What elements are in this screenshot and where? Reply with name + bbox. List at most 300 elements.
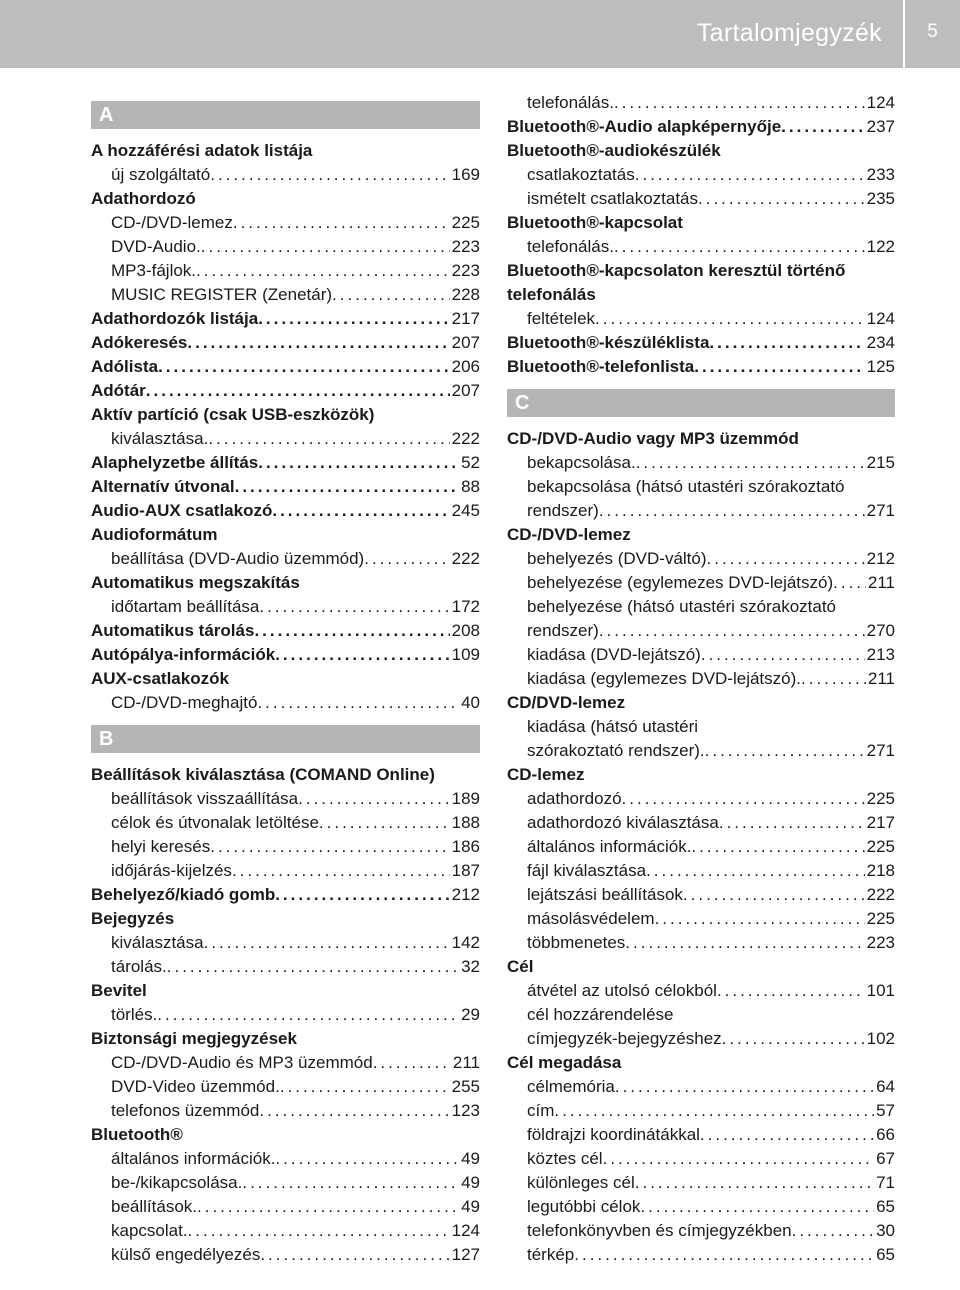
index-subentry: cél hozzárendelése: [527, 1005, 674, 1024]
dot-leader: [700, 1123, 874, 1147]
page-ref[interactable]: 67: [876, 1149, 895, 1168]
dot-leader: [615, 1075, 874, 1099]
index-subentry: [91, 1099, 480, 1123]
index-subentry: [507, 571, 895, 595]
page-title: Tartalomjegyzék: [696, 19, 882, 47]
entry-text: CD-/DVD-lemez: [111, 213, 233, 232]
entry-text: kapcsolat.: [111, 1221, 188, 1240]
page-ref[interactable]: 66: [876, 1125, 895, 1144]
entry-text: csatlakoztatás: [527, 165, 635, 184]
dot-leader: [196, 259, 450, 283]
index-subentry: [507, 979, 895, 1003]
page-ref[interactable]: 186: [451, 837, 480, 856]
dot-leader: [683, 883, 865, 907]
index-subentry: [91, 691, 480, 715]
entry-text: célmemória: [527, 1077, 615, 1096]
index-subentry: [507, 1195, 895, 1219]
page-header: [0, 0, 960, 68]
entry-text: Autópálya-információk: [91, 645, 276, 664]
entry-text: térkép: [527, 1245, 575, 1264]
index-subentry: [91, 931, 480, 955]
page-ref[interactable]: 206: [451, 357, 480, 376]
dot-leader: [188, 1219, 450, 1243]
dot-leader: [204, 931, 450, 955]
dot-leader: [625, 931, 864, 955]
page-ref[interactable]: 124: [451, 1221, 480, 1240]
page-ref[interactable]: 64: [876, 1077, 895, 1096]
dot-leader: [208, 427, 449, 451]
page-ref[interactable]: 188: [451, 813, 480, 832]
dot-leader: [640, 1195, 874, 1219]
entry-text: Audio-AUX csatlakozó: [91, 501, 273, 520]
dot-leader: [655, 907, 865, 931]
entry-text: Adólista: [91, 357, 159, 376]
page-ref[interactable]: 223: [866, 933, 895, 952]
dot-leader: [257, 691, 459, 715]
page-ref[interactable]: 213: [866, 645, 895, 664]
dot-leader: [210, 163, 449, 187]
page-ref[interactable]: 49: [461, 1173, 480, 1192]
dot-leader: [364, 547, 449, 571]
entry-text: kiadása (egylemezes DVD-lejátszó).: [527, 669, 801, 688]
dot-leader: [614, 91, 865, 115]
dot-leader: [622, 787, 865, 811]
dot-leader: [595, 307, 865, 331]
entry-text: behelyezés (DVD-váltó): [527, 549, 707, 568]
dot-leader: [599, 499, 865, 523]
dot-leader: [280, 1075, 450, 1099]
page-ref[interactable]: 123: [451, 1101, 480, 1120]
page-ref[interactable]: 124: [866, 309, 895, 328]
section-letter: A: [91, 101, 480, 129]
page-ref[interactable]: 212: [866, 549, 895, 568]
dot-leader: [210, 835, 449, 859]
entry-text: földrajzi koordinátákkal: [527, 1125, 700, 1144]
index-subentry: [507, 451, 895, 475]
index-subentry: [91, 595, 480, 619]
page-ref[interactable]: 40: [461, 693, 480, 712]
entry-text: telefonos üzemmód: [111, 1101, 260, 1120]
dot-leader: [146, 379, 450, 403]
entry-text: Bluetooth®-Audio alapképernyője: [507, 117, 782, 136]
entry-text: Bluetooth®-készüléklista: [507, 333, 710, 352]
index-heading: CD-lemez: [507, 765, 585, 784]
index-subentry: [507, 1075, 895, 1099]
dot-leader: [707, 547, 865, 571]
entry-text: Adathordozók listája: [91, 309, 259, 328]
entry-text: telefonálás.: [527, 237, 614, 256]
index-subentry: [91, 1075, 480, 1099]
entry-text: időjárás-kijelzés: [111, 861, 232, 880]
index-heading: [91, 883, 480, 907]
index-subentry: [507, 739, 895, 763]
entry-text: legutóbbi célok: [527, 1197, 641, 1216]
page-ref[interactable]: 255: [451, 1077, 480, 1096]
page-ref[interactable]: 142: [451, 933, 480, 952]
page-ref[interactable]: 218: [866, 861, 895, 880]
dot-leader: [792, 1219, 874, 1243]
index-subentry: [91, 547, 480, 571]
page-ref[interactable]: 125: [866, 357, 895, 376]
page-ref[interactable]: 211: [867, 573, 895, 592]
index-subentry: [91, 283, 480, 307]
index-subentry: [507, 1171, 895, 1195]
page-ref[interactable]: 223: [451, 261, 480, 280]
entry-text: Automatikus tárolás: [91, 621, 255, 640]
entry-text: tárolás.: [111, 957, 167, 976]
page-ref[interactable]: 57: [876, 1101, 895, 1120]
page-ref[interactable]: 49: [461, 1149, 480, 1168]
dot-leader: [167, 955, 459, 979]
index-heading: [91, 451, 480, 475]
dot-leader: [717, 979, 865, 1003]
page-ref[interactable]: 225: [866, 909, 895, 928]
index-subentry: [91, 1147, 480, 1171]
dot-leader: [694, 355, 864, 379]
page-ref[interactable]: 233: [866, 165, 895, 184]
dot-leader: [722, 1027, 865, 1051]
dot-leader: [242, 1171, 459, 1195]
dot-leader: [574, 1243, 874, 1267]
entry-text: feltételek: [527, 309, 596, 328]
dot-leader: [635, 1171, 874, 1195]
page-ref[interactable]: 207: [451, 381, 480, 400]
index-heading: [507, 115, 895, 139]
entry-text: DVD-Audio.: [111, 237, 201, 256]
page-ref[interactable]: 222: [451, 549, 480, 568]
index-subentry: [91, 859, 480, 883]
entry-text: rendszer): [527, 501, 599, 520]
dot-leader: [254, 619, 449, 643]
index-heading: CD/DVD-lemez: [507, 693, 626, 712]
page-ref[interactable]: 225: [866, 789, 895, 808]
page-ref[interactable]: 124: [866, 93, 895, 112]
index-subentry: [91, 835, 480, 859]
dot-leader: [636, 451, 865, 475]
page-ref[interactable]: 212: [451, 885, 480, 904]
page-ref[interactable]: 225: [866, 837, 895, 856]
page-ref[interactable]: 222: [451, 429, 480, 448]
dot-leader: [614, 235, 865, 259]
dot-leader: [719, 811, 865, 835]
index-subentry: [91, 1003, 480, 1027]
entry-text: kiadása (DVD-lejátszó): [527, 645, 701, 664]
entry-text: MUSIC REGISTER (Zenetár): [111, 285, 333, 304]
index-heading: Bejegyzés: [91, 909, 175, 928]
index-heading: Bluetooth®-kapcsolaton keresztül történő: [507, 261, 846, 280]
page-ref[interactable]: 52: [461, 453, 480, 472]
entry-text: lejátszási beállítások: [527, 885, 683, 904]
entry-text: általános információk.: [527, 837, 692, 856]
entry-text: beállítása (DVD-Audio üzemmód): [111, 549, 365, 568]
index-subentry: [507, 907, 895, 931]
index-heading: Bevitel: [91, 981, 147, 1000]
index-subentry: behelyezése (hátsó utastéri szórakoztató: [527, 597, 837, 616]
page-ref[interactable]: 270: [866, 621, 895, 640]
index-subentry: [507, 787, 895, 811]
entry-text: új szolgáltató: [111, 165, 211, 184]
index-subentry: [91, 1243, 480, 1267]
index-subentry: [507, 1147, 895, 1171]
page-ref[interactable]: 207: [451, 333, 480, 352]
entry-text: fájl kiválasztása: [527, 861, 647, 880]
index-subentry: [507, 667, 895, 691]
index-heading: CD-/DVD-lemez: [507, 525, 631, 544]
index-subentry: [91, 1171, 480, 1195]
entry-text: beállítások visszaállítása: [111, 789, 299, 808]
entry-text: másolásvédelem: [527, 909, 655, 928]
entry-text: átvétel az utolsó célokból: [527, 981, 717, 1000]
page-ref[interactable]: 215: [866, 453, 895, 472]
index-subentry: [507, 307, 895, 331]
index-subentry: [507, 811, 895, 835]
section-letter: B: [91, 725, 480, 753]
index-subentry: [91, 211, 480, 235]
dot-leader: [197, 1195, 459, 1219]
page-ref[interactable]: 71: [876, 1173, 895, 1192]
entry-text: ismételt csatlakoztatás: [527, 189, 699, 208]
dot-leader: [705, 739, 865, 763]
page-ref[interactable]: 29: [461, 1005, 480, 1024]
entry-text: beállítások.: [111, 1197, 197, 1216]
entry-text: Alaphelyzetbe állítás: [91, 453, 259, 472]
entry-text: bekapcsolása.: [527, 453, 636, 472]
index-heading: [91, 355, 480, 379]
index-subentry: [507, 235, 895, 259]
dot-leader: [319, 811, 450, 835]
dot-leader: [691, 835, 864, 859]
dot-leader: [260, 1243, 449, 1267]
index-subentry: [91, 427, 480, 451]
page-ref[interactable]: 32: [461, 957, 480, 976]
entry-text: különleges cél: [527, 1173, 635, 1192]
dot-leader: [635, 163, 865, 187]
index-subentry: [507, 619, 895, 643]
entry-text: célok és útvonalak letöltése: [111, 813, 319, 832]
index-heading: [91, 307, 480, 331]
page-ref[interactable]: 245: [451, 501, 480, 520]
index-column-left: [91, 91, 480, 1267]
dot-leader: [158, 355, 450, 379]
index-subentry: [507, 1219, 895, 1243]
index-heading: [91, 619, 480, 643]
entry-text: Adótár: [91, 381, 146, 400]
entry-text: címjegyzék-bejegyzéshez: [527, 1029, 722, 1048]
index-heading: CD-/DVD-Audio vagy MP3 üzemmód: [507, 429, 799, 448]
dot-leader: [232, 859, 450, 883]
index-subentry: [507, 187, 895, 211]
dot-leader: [709, 331, 864, 355]
index-subentry: bekapcsolása (hátsó utastéri szórakoztató: [527, 477, 845, 496]
page-ref[interactable]: 271: [866, 501, 895, 520]
dot-leader: [298, 787, 450, 811]
index-subentry: [507, 931, 895, 955]
index-subentry: [507, 883, 895, 907]
index-heading: Biztonsági megjegyzések: [91, 1029, 297, 1048]
index-subentry: [91, 235, 480, 259]
entry-text: cím: [527, 1101, 555, 1120]
dot-leader: [603, 1147, 874, 1171]
page-ref[interactable]: 172: [451, 597, 480, 616]
page-number: 5: [927, 21, 938, 42]
page-ref[interactable]: 271: [866, 741, 895, 760]
index-heading: Audioformátum: [91, 525, 218, 544]
index-heading: [91, 475, 480, 499]
index-subentry: [507, 643, 895, 667]
dot-leader: [272, 499, 449, 523]
entry-text: Alternatív útvonal: [91, 477, 235, 496]
page-ref[interactable]: 30: [876, 1221, 895, 1240]
entry-text: CD-/DVD-Audio és MP3 üzemmód: [111, 1053, 373, 1072]
dot-leader: [698, 187, 865, 211]
page-ref[interactable]: 211: [867, 669, 895, 688]
page-ref[interactable]: 211: [452, 1053, 480, 1072]
dot-leader: [332, 283, 450, 307]
index-heading: Cél megadása: [507, 1053, 622, 1072]
dot-leader: [258, 307, 449, 331]
entry-text: kiválasztása.: [111, 429, 209, 448]
page-ref[interactable]: 217: [866, 813, 895, 832]
dot-leader: [259, 595, 449, 619]
index-subentry: [507, 1027, 895, 1051]
page-ref[interactable]: 49: [461, 1197, 480, 1216]
entry-text: MP3-fájlok.: [111, 261, 197, 280]
index-subentry: [507, 547, 895, 571]
index-subentry: [91, 1051, 480, 1075]
dot-leader: [275, 1147, 459, 1171]
dot-leader: [201, 235, 450, 259]
index-heading: [91, 331, 480, 355]
index-subentry: [507, 1243, 895, 1267]
index-subentry: [91, 163, 480, 187]
entry-text: általános információk.: [111, 1149, 276, 1168]
page-ref[interactable]: 222: [866, 885, 895, 904]
dot-leader: [275, 883, 449, 907]
index-heading: Cél: [507, 957, 534, 976]
index-heading: [507, 331, 895, 355]
index-subentry: [91, 1195, 480, 1219]
index-heading: Adathordozó: [91, 189, 196, 208]
dot-leader: [157, 1003, 459, 1027]
entry-text: behelyezése (egylemezes DVD-lejátszó): [527, 573, 834, 592]
page-ref[interactable]: 102: [866, 1029, 895, 1048]
page-ref[interactable]: 189: [451, 789, 480, 808]
page-ref[interactable]: 225: [451, 213, 480, 232]
index-subentry: [91, 787, 480, 811]
index-subentry: [91, 955, 480, 979]
dot-leader: [187, 331, 449, 355]
entry-text: helyi keresés: [111, 837, 211, 856]
entry-text: telefonálás.: [527, 93, 614, 112]
index-heading: telefonálás: [507, 285, 596, 304]
entry-text: külső engedélyezés: [111, 1245, 261, 1264]
entry-text: adathordozó kiválasztása: [527, 813, 719, 832]
page-ref[interactable]: 109: [451, 645, 480, 664]
index-heading: [91, 643, 480, 667]
dot-leader: [275, 643, 449, 667]
page-ref[interactable]: 235: [866, 189, 895, 208]
index-heading: Automatikus megszakítás: [91, 573, 300, 592]
index-subentry: [507, 1123, 895, 1147]
page-ref[interactable]: 208: [451, 621, 480, 640]
dot-leader: [701, 643, 865, 667]
index-subentry: [507, 499, 895, 523]
dot-leader: [833, 571, 866, 595]
entry-text: adathordozó: [527, 789, 622, 808]
page-ref[interactable]: 223: [451, 237, 480, 256]
page-ref[interactable]: 65: [876, 1197, 895, 1216]
entry-text: telefonkönyvben és címjegyzékben: [527, 1221, 792, 1240]
page-ref[interactable]: 127: [451, 1245, 480, 1264]
dot-leader: [258, 451, 459, 475]
index-subentry: [507, 859, 895, 883]
index-subentry: [507, 835, 895, 859]
dot-leader: [646, 859, 865, 883]
page-ref[interactable]: 237: [866, 117, 895, 136]
index-subentry: [91, 259, 480, 283]
entry-text: időtartam beállítása: [111, 597, 260, 616]
entry-text: szórakoztató rendszer).: [527, 741, 705, 760]
page-ref[interactable]: 122: [866, 237, 895, 256]
entry-text: be-/kikapcsolása.: [111, 1173, 243, 1192]
index-column-right: [507, 91, 895, 1267]
entry-text: Behelyező/kiadó gomb: [91, 885, 276, 904]
page-ref[interactable]: 169: [451, 165, 480, 184]
section-letter: C: [507, 389, 895, 417]
entry-text: CD-/DVD-meghajtó: [111, 693, 258, 712]
index-heading: Beállítások kiválasztása (COMAND Online): [91, 765, 435, 784]
index-heading: [91, 379, 480, 403]
entry-text: köztes cél: [527, 1149, 603, 1168]
dot-leader: [599, 619, 865, 643]
index-subentry: [507, 91, 895, 115]
dot-leader: [373, 1051, 451, 1075]
entry-text: DVD-Video üzemmód.: [111, 1077, 280, 1096]
entry-text: rendszer): [527, 621, 599, 640]
page-ref[interactable]: 217: [451, 309, 480, 328]
dot-leader: [781, 115, 864, 139]
dot-leader: [259, 1099, 449, 1123]
index-heading: A hozzáférési adatok listája: [91, 141, 313, 160]
index-heading: Bluetooth®-audiokészülék: [507, 141, 721, 160]
dot-leader: [554, 1099, 874, 1123]
index-subentry: kiadása (hátsó utastéri: [527, 717, 699, 736]
index-subentry: [507, 163, 895, 187]
entry-text: többmenetes: [527, 933, 626, 952]
index-subentry: [91, 811, 480, 835]
entry-text: kiválasztása: [111, 933, 204, 952]
page-ref[interactable]: 234: [866, 333, 895, 352]
entry-text: Bluetooth®-telefonlista: [507, 357, 695, 376]
index-heading: Bluetooth®-kapcsolat: [507, 213, 683, 232]
page-ref[interactable]: 187: [451, 861, 480, 880]
page-ref[interactable]: 65: [876, 1245, 895, 1264]
dot-leader: [233, 211, 450, 235]
index-subentry: [91, 1219, 480, 1243]
index-subentry: [507, 1099, 895, 1123]
index-heading: AUX-csatlakozók: [91, 669, 229, 688]
index-heading: [507, 355, 895, 379]
entry-text: Adókeresés: [91, 333, 188, 352]
index-heading: Aktív partíció (csak USB-eszközök): [91, 405, 375, 424]
page-ref[interactable]: 88: [461, 477, 480, 496]
dot-leader: [801, 667, 866, 691]
page-ref[interactable]: 101: [866, 981, 895, 1000]
page-ref[interactable]: 228: [451, 285, 480, 304]
index-heading: [91, 499, 480, 523]
entry-text: törlés.: [111, 1005, 158, 1024]
dot-leader: [235, 475, 459, 499]
